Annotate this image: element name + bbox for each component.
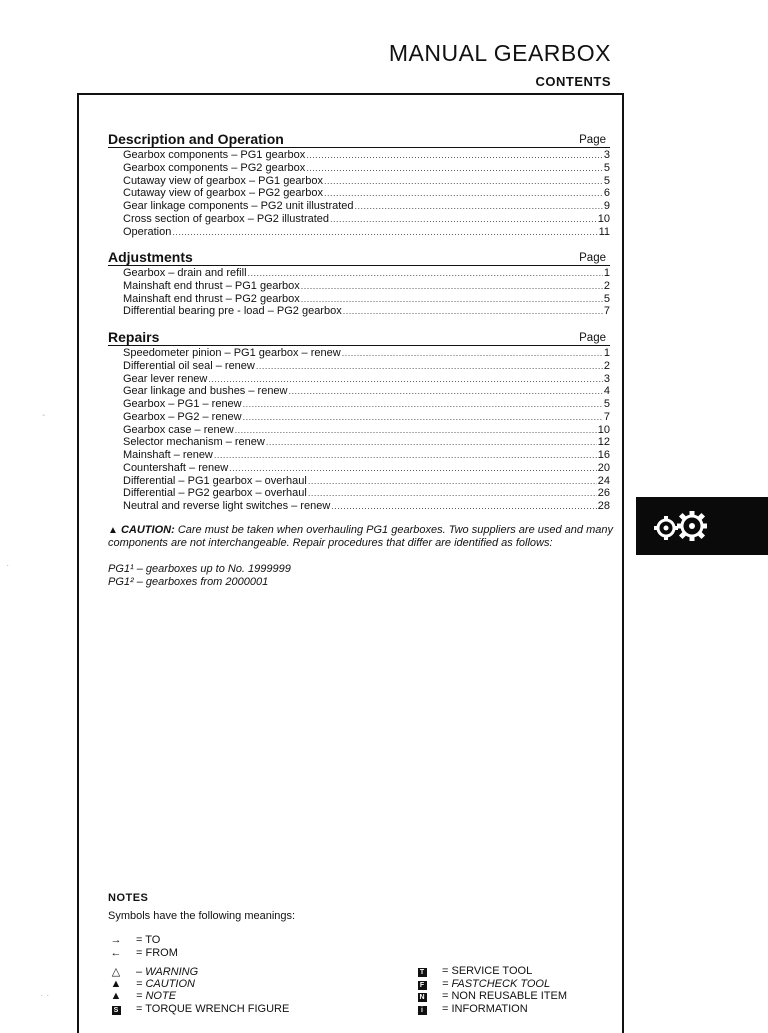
contents-entry xyxy=(123,449,610,462)
caution-text: Care must be taken when overhauling PG1 gearboxes. Two suppliers are used and many components are not interchangeable. Repair procedures that differ are identified as follows: xyxy=(108,524,613,549)
page-column-label: Page xyxy=(579,332,606,344)
entry-page: 4 xyxy=(603,385,610,398)
dot-leader xyxy=(214,449,597,462)
contents-entry xyxy=(123,305,610,318)
entry-label: Gear lever renew xyxy=(123,372,208,385)
contents-entry xyxy=(123,347,610,360)
entry-list xyxy=(123,347,610,513)
contents-entry xyxy=(123,462,610,475)
entry-label: Mainshaft end thrust – PG2 gearbox xyxy=(123,292,300,305)
contents-entry xyxy=(123,267,610,280)
symbol-service-tool: T = SERVICE TOOL xyxy=(414,965,532,977)
contents-entry xyxy=(123,187,610,200)
document-title: MANUAL GEARBOX xyxy=(388,40,611,66)
entry-label: Gearbox – PG1 – renew xyxy=(123,398,242,410)
contents-section xyxy=(108,328,610,513)
contents-entry xyxy=(123,373,610,386)
contents-entry xyxy=(123,280,610,293)
contents-entry xyxy=(123,293,610,306)
symbol-from: ← = FROM xyxy=(108,947,178,959)
entry-label: Cutaway view of gearbox – PG2 gearbox xyxy=(123,187,323,200)
entry-label: Gearbox components – PG1 gearbox xyxy=(123,149,306,161)
symbol-caution: ▲ = CAUTION xyxy=(108,978,195,990)
contents-entry xyxy=(123,149,610,162)
arrow-right-icon: → xyxy=(110,934,122,946)
fastcheck-tool-icon: F xyxy=(418,981,427,990)
scan-speck: - xyxy=(42,410,46,421)
symbol-fastcheck-tool: F = FASTCHECK TOOL xyxy=(414,978,550,990)
section-header xyxy=(108,130,610,148)
entry-page: 10 xyxy=(597,423,610,436)
entry-label: Selector mechanism – renew xyxy=(123,436,265,449)
contents-entry xyxy=(123,487,610,500)
caution-note xyxy=(108,524,613,550)
entry-label: Gearbox case – renew xyxy=(123,423,234,436)
entry-list xyxy=(123,267,610,318)
entry-page: 12 xyxy=(597,436,610,449)
entry-label: Differential oil seal – renew xyxy=(123,359,255,372)
entry-page: 10 xyxy=(597,212,610,225)
dot-leader xyxy=(229,462,597,475)
symbol-note: ▲ = NOTE xyxy=(108,990,176,1002)
entry-label: Differential – PG2 gearbox – overhaul xyxy=(123,487,307,500)
entry-label: Mainshaft – renew xyxy=(123,449,213,461)
dot-leader xyxy=(248,267,603,280)
entry-page: 28 xyxy=(597,500,610,512)
section-title: Description and Operation xyxy=(108,131,284,147)
symbol-warning: △ – WARNING xyxy=(108,965,198,978)
section-tab xyxy=(636,497,768,555)
contents-entry xyxy=(123,385,610,398)
dot-leader xyxy=(208,373,603,386)
entry-label: Neutral and reverse light switches – renew xyxy=(123,500,331,512)
entry-page: 9 xyxy=(603,200,610,212)
entry-label: Differential – PG1 gearbox – overhaul xyxy=(123,474,307,487)
dot-leader xyxy=(355,200,603,213)
contents-section xyxy=(108,130,610,238)
page-column-label: Page xyxy=(579,134,606,146)
entry-page: 2 xyxy=(603,279,610,292)
dot-leader xyxy=(172,226,597,239)
entry-label: Countershaft – renew xyxy=(123,461,229,474)
entry-page: 2 xyxy=(603,359,610,372)
contents-entry xyxy=(123,360,610,373)
caution-icon: ▲ xyxy=(108,525,118,536)
contents-entry xyxy=(123,213,610,226)
entry-label: Cross section of gearbox – PG2 illustrated xyxy=(123,212,330,225)
page-column-label: Page xyxy=(579,252,606,264)
pg-variant-2: PG1² – gearboxes from 2000001 xyxy=(108,576,269,588)
entry-page: 5 xyxy=(603,398,610,410)
dot-leader xyxy=(289,385,603,398)
contents-entry xyxy=(123,475,610,488)
non-reusable-icon: N xyxy=(419,994,425,1001)
caution-icon: ▲ xyxy=(110,978,122,990)
entry-label: Gearbox components – PG2 gearbox xyxy=(123,161,306,174)
gears-icon xyxy=(646,505,716,549)
information-icon: i xyxy=(418,1006,427,1015)
dot-leader xyxy=(308,487,597,500)
entry-page: 1 xyxy=(603,267,610,279)
scan-speck: · xyxy=(6,560,10,571)
entry-label: Cutaway view of gearbox – PG1 gearbox xyxy=(123,174,323,187)
entry-page: 5 xyxy=(603,161,610,174)
entry-label: Gearbox – drain and refill xyxy=(123,267,247,279)
dot-leader xyxy=(256,360,603,373)
section-title: Adjustments xyxy=(108,249,193,265)
note-icon: ▲ xyxy=(110,990,122,1002)
symbol-torque: S = TORQUE WRENCH FIGURE xyxy=(108,1003,289,1015)
dot-leader xyxy=(243,398,603,411)
entry-page: 1 xyxy=(603,347,610,359)
dot-leader xyxy=(330,213,597,226)
arrow-left-icon: ← xyxy=(110,947,122,959)
document-subtitle: CONTENTS xyxy=(535,74,611,89)
caution-lead: CAUTION: xyxy=(120,524,175,536)
contents-section xyxy=(108,248,610,318)
scan-speck: · · xyxy=(40,990,50,1001)
entry-page: 6 xyxy=(603,187,610,200)
notes-title: NOTES xyxy=(108,892,149,904)
entry-label: Gear linkage and bushes – renew xyxy=(123,385,288,398)
pg-variant-1: PG1¹ – gearboxes up to No. 1999999 xyxy=(108,563,291,575)
service-tool-icon: T xyxy=(418,968,427,977)
contents-entry xyxy=(123,226,610,239)
entry-label: Gearbox – PG2 – renew xyxy=(123,410,242,423)
section-header xyxy=(108,248,610,266)
section-header xyxy=(108,328,610,346)
dot-leader xyxy=(306,162,603,175)
dot-leader xyxy=(301,293,603,306)
notes-intro: Symbols have the following meanings: xyxy=(108,910,296,922)
entry-page: 11 xyxy=(598,225,610,238)
entry-page: 7 xyxy=(603,305,610,318)
contents-entry xyxy=(123,162,610,175)
contents-entry xyxy=(123,175,610,188)
dot-leader xyxy=(331,500,596,513)
contents-entry xyxy=(123,424,610,437)
symbol-to: → = TO xyxy=(108,934,160,946)
entry-label: Mainshaft end thrust – PG1 gearbox xyxy=(123,279,300,292)
contents-entry xyxy=(123,398,610,411)
dot-leader xyxy=(301,280,603,293)
dot-leader xyxy=(235,424,597,437)
symbol-information: i = INFORMATION xyxy=(414,1003,528,1015)
entry-label: Gear linkage components – PG2 unit illustrated xyxy=(123,200,354,212)
entry-page: 26 xyxy=(597,487,610,500)
dot-leader xyxy=(243,411,603,424)
entry-page: 3 xyxy=(603,372,610,385)
symbol-non-reusable: N = NON REUSABLE ITEM xyxy=(419,990,568,1002)
contents-entry xyxy=(123,200,610,213)
dot-leader xyxy=(266,436,597,449)
entry-list xyxy=(123,149,610,238)
entry-page: 5 xyxy=(603,292,610,305)
dot-leader xyxy=(342,347,603,360)
dot-leader xyxy=(308,475,597,488)
dot-leader xyxy=(324,187,603,200)
entry-page: 20 xyxy=(597,461,610,474)
entry-label: Speedometer pinion – PG1 gearbox – renew xyxy=(123,347,341,359)
entry-page: 3 xyxy=(603,149,610,161)
entry-page: 16 xyxy=(597,449,610,461)
entry-page: 5 xyxy=(603,174,610,187)
entry-page: 7 xyxy=(603,410,610,423)
dot-leader xyxy=(343,305,603,318)
entry-label: Operation xyxy=(123,225,172,238)
contents-entry xyxy=(123,436,610,449)
dot-leader xyxy=(324,175,603,188)
entry-page: 24 xyxy=(597,474,610,487)
contents-entry xyxy=(123,500,610,513)
dot-leader xyxy=(306,149,603,162)
warning-icon: △ xyxy=(111,966,121,978)
entry-label: Differential bearing pre - load – PG2 gearbox xyxy=(123,305,342,318)
torque-wrench-icon: S xyxy=(112,1006,121,1015)
contents-entry xyxy=(123,411,610,424)
section-title: Repairs xyxy=(108,329,160,345)
